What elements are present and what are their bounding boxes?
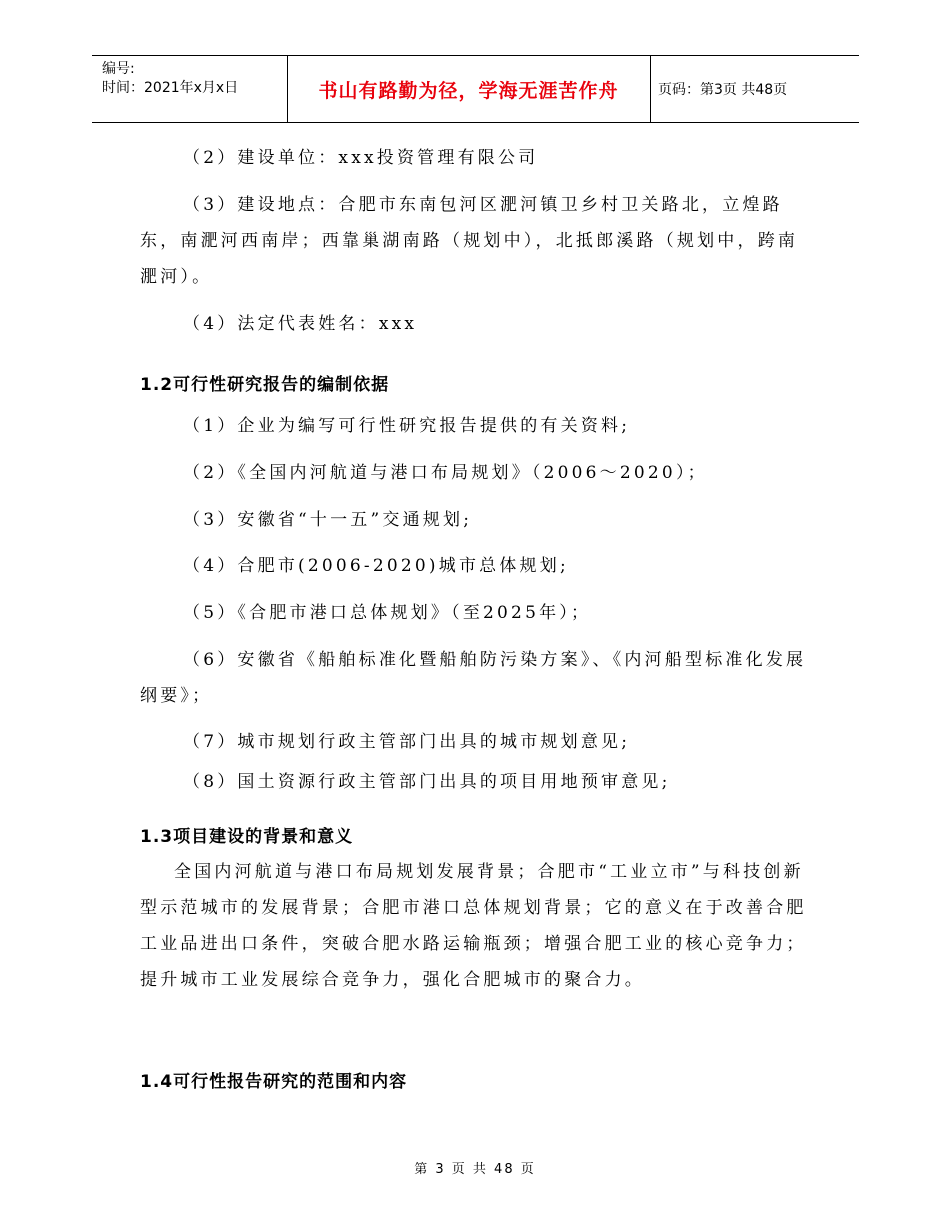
basis-item-8: （8）国土资源行政主管部门出具的项目用地预审意见; — [183, 772, 671, 792]
basis-item-3: （3）安徽省“十一五”交通规划; — [183, 510, 473, 530]
basis-item-5: （5）《合肥市港口总体规划》（至2025年）； — [183, 603, 592, 623]
header-motto: 书山有路勤为径，学海无涯苦作舟 — [318, 79, 619, 102]
time-label: 时间：2021年x月x日 — [102, 80, 239, 96]
page-footer: 第 3 页 共 48 页 — [414, 1162, 536, 1177]
section-heading-1-3: 1.3项目建设的背景和意义 — [140, 827, 354, 847]
basis-item-2: （2）《全国内河航道与港口布局规划》（2006～2020）； — [183, 463, 708, 483]
section-heading-1-2: 1.2可行性研究报告的编制依据 — [140, 375, 390, 395]
header-page-info: 页码：第3页 共48页 — [658, 82, 788, 98]
basis-item-1: （1）企业为编写可行性研究报告提供的有关资料; — [183, 416, 631, 436]
paragraph-legal-rep: （4）法定代表姓名：xxx — [183, 314, 418, 334]
basis-item-6: （6）安徽省《船舶标准化暨船舶防污染方案》、《内河船型标准化发展纲要》； — [140, 650, 807, 706]
header-divider-right — [650, 56, 651, 122]
paragraph-background: 全国内河航道与港口布局规划发展背景；合肥市“工业立市”与科技创新型示范城市的发展背景；合肥市港口总体规划背景；它的意义在于改善合肥工业品进出口条件，突破合肥水路运输瓶颈；增强合肥工业的核心竞争力；提升城市工业发展综合竞争力，强化合肥城市的聚合力。 — [140, 862, 807, 990]
number-label: 编号: — [102, 61, 135, 77]
basis-item-4: （4）合肥市(2006-2020)城市总体规划; — [183, 556, 569, 576]
section-heading-1-4: 1.4可行性报告研究的范围和内容 — [140, 1072, 408, 1092]
header-bottom-rule — [92, 122, 859, 123]
header-meta — [102, 60, 238, 98]
basis-item-7: （7）城市规划行政主管部门出具的城市规划意见; — [183, 732, 631, 752]
paragraph-builder: （2）建设单位：xxx投资管理有限公司 — [183, 148, 539, 168]
paragraph-location: （3）建设地点：合肥市东南包河区淝河镇卫乡村卫关路北，立煌路东，南淝河西南岸；西靠巢湖南路（规划中），北抵郎溪路（规划中，跨南淝河）。 — [140, 195, 799, 287]
